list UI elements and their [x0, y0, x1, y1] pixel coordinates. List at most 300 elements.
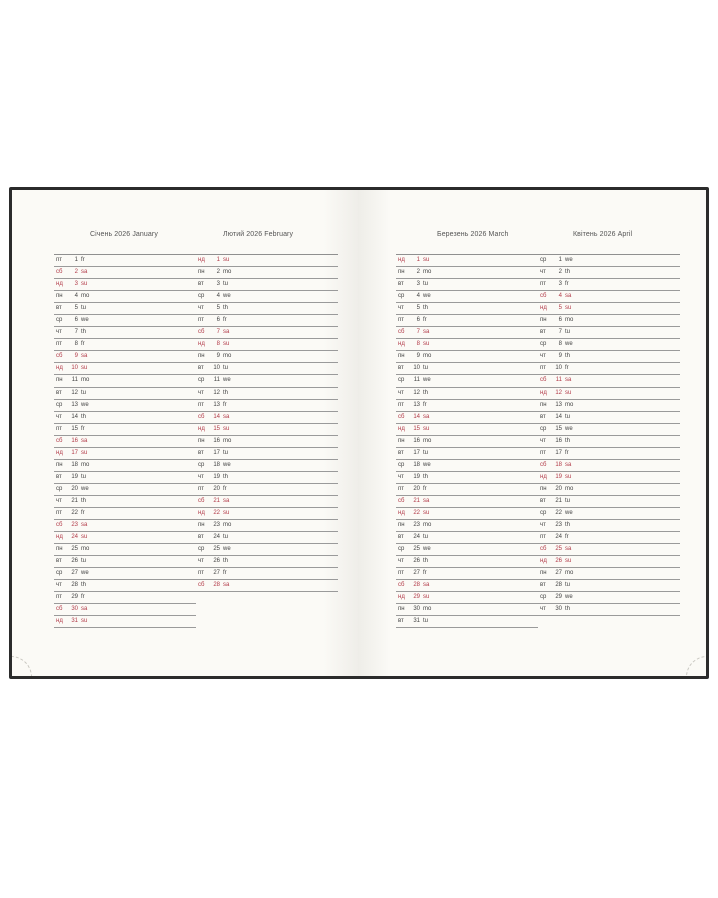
day-number: 8 — [216, 341, 220, 348]
day-row[interactable] — [196, 291, 338, 303]
day-of-week-en: fr — [223, 485, 227, 492]
day-row[interactable] — [538, 472, 680, 484]
day-of-week-en: su — [565, 305, 572, 312]
day-number: 24 — [71, 534, 78, 541]
day-number: 19 — [413, 473, 420, 480]
day-number: 12 — [213, 389, 220, 396]
day-row[interactable] — [538, 436, 680, 448]
day-row[interactable] — [196, 351, 338, 363]
day-of-week-en: su — [223, 425, 230, 432]
day-of-week-en: mo — [565, 485, 574, 492]
day-number: 18 — [71, 461, 78, 468]
day-of-week-en: tu — [423, 281, 429, 288]
day-row[interactable] — [396, 291, 538, 303]
day-of-week-en: mo — [565, 317, 574, 324]
day-of-week-en: tu — [565, 413, 571, 420]
day-row[interactable] — [396, 472, 538, 484]
day-number: 20 — [213, 485, 220, 492]
day-of-week-ua: нд — [56, 449, 63, 456]
day-row[interactable] — [196, 400, 338, 412]
day-of-week-ua: вт — [198, 449, 204, 456]
day-row[interactable] — [396, 448, 538, 460]
day-row[interactable] — [396, 436, 538, 448]
day-of-week-ua: сб — [540, 461, 547, 468]
day-number: 8 — [74, 341, 78, 348]
day-of-week-ua: чт — [540, 606, 546, 613]
day-of-week-ua: чт — [398, 473, 404, 480]
day-number: 3 — [416, 281, 420, 288]
day-of-week-en: th — [565, 522, 571, 529]
day-of-week-en: we — [565, 509, 573, 516]
day-number: 6 — [216, 317, 220, 324]
day-number: 12 — [413, 389, 420, 396]
day-of-week-en: fr — [565, 365, 569, 372]
day-of-week-ua: пн — [398, 353, 405, 360]
day-number: 15 — [413, 425, 420, 432]
day-of-week-ua: ср — [56, 317, 63, 324]
day-of-week-en: th — [565, 606, 571, 613]
day-row[interactable] — [196, 303, 338, 315]
corner-perforation — [12, 656, 32, 676]
day-row[interactable] — [396, 532, 538, 544]
day-row[interactable] — [54, 544, 196, 556]
day-row[interactable] — [538, 412, 680, 424]
day-row[interactable] — [538, 556, 680, 568]
day-of-week-ua: сб — [540, 546, 547, 553]
day-row[interactable] — [396, 327, 538, 339]
day-row[interactable] — [538, 315, 680, 327]
day-of-week-en: su — [81, 449, 88, 456]
day-number: 7 — [416, 329, 420, 336]
day-of-week-ua: пт — [398, 485, 404, 492]
day-of-week-ua: вт — [198, 534, 204, 541]
day-of-week-ua: вт — [540, 497, 546, 504]
day-row[interactable] — [196, 568, 338, 580]
day-of-week-en: fr — [81, 341, 85, 348]
day-of-week-en: mo — [565, 570, 574, 577]
day-of-week-en: th — [423, 473, 429, 480]
day-of-week-en: su — [81, 534, 88, 541]
day-of-week-ua: вт — [398, 365, 404, 372]
day-of-week-en: fr — [81, 509, 85, 516]
day-number: 30 — [71, 606, 78, 613]
day-number: 8 — [416, 341, 420, 348]
day-row[interactable] — [196, 279, 338, 291]
day-of-week-en: su — [223, 509, 230, 516]
day-of-week-ua: нд — [540, 473, 547, 480]
corner-perforation — [686, 656, 706, 676]
day-number: 14 — [555, 413, 562, 420]
day-number: 26 — [413, 558, 420, 565]
day-number: 11 — [555, 377, 562, 384]
day-row[interactable] — [54, 351, 196, 363]
day-row[interactable] — [54, 616, 196, 628]
day-number: 9 — [216, 353, 220, 360]
day-row[interactable] — [396, 484, 538, 496]
day-row[interactable] — [538, 460, 680, 472]
day-of-week-en: tu — [423, 449, 429, 456]
day-number: 7 — [558, 329, 562, 336]
day-of-week-en: tu — [423, 534, 429, 541]
left-page — [12, 190, 358, 676]
day-of-week-en: tu — [565, 582, 571, 589]
day-row[interactable] — [396, 375, 538, 387]
day-number: 22 — [213, 509, 220, 516]
day-row[interactable] — [396, 255, 538, 267]
day-number: 9 — [558, 353, 562, 360]
day-row[interactable] — [54, 303, 196, 315]
day-row[interactable] — [396, 556, 538, 568]
day-of-week-en: mo — [81, 546, 90, 553]
day-row[interactable] — [54, 363, 196, 375]
day-of-week-ua: чт — [198, 473, 204, 480]
day-of-week-en: mo — [223, 353, 232, 360]
day-row[interactable] — [396, 460, 538, 472]
day-row[interactable] — [538, 351, 680, 363]
day-row[interactable] — [538, 375, 680, 387]
day-of-week-en: sa — [423, 413, 430, 420]
day-of-week-en: th — [81, 497, 87, 504]
day-row[interactable] — [54, 375, 196, 387]
day-row[interactable] — [54, 255, 196, 267]
day-row[interactable] — [396, 351, 538, 363]
day-row[interactable] — [196, 484, 338, 496]
day-of-week-ua: нд — [198, 425, 205, 432]
day-row[interactable] — [396, 412, 538, 424]
day-number: 4 — [558, 293, 562, 300]
day-number: 17 — [213, 449, 220, 456]
day-row[interactable] — [396, 496, 538, 508]
month-column-february — [196, 254, 338, 592]
day-row[interactable] — [54, 448, 196, 460]
day-row[interactable] — [396, 388, 538, 400]
day-row[interactable] — [396, 616, 538, 628]
day-row[interactable] — [396, 267, 538, 279]
day-row[interactable] — [396, 568, 538, 580]
day-row[interactable] — [396, 520, 538, 532]
day-row[interactable] — [54, 291, 196, 303]
day-row[interactable] — [54, 604, 196, 616]
day-of-week-ua: вт — [540, 329, 546, 336]
day-number: 14 — [213, 413, 220, 420]
day-row[interactable] — [54, 592, 196, 604]
day-row[interactable] — [54, 436, 196, 448]
day-of-week-en: we — [565, 341, 573, 348]
day-of-week-ua: пн — [398, 269, 405, 276]
day-row[interactable] — [396, 424, 538, 436]
day-number: 29 — [71, 594, 78, 601]
day-of-week-ua: вт — [398, 449, 404, 456]
month-column-january — [54, 254, 196, 628]
day-row[interactable] — [538, 388, 680, 400]
day-row[interactable] — [54, 400, 196, 412]
day-row[interactable] — [196, 436, 338, 448]
day-row[interactable] — [396, 279, 538, 291]
day-row[interactable] — [54, 580, 196, 592]
day-number: 18 — [413, 461, 420, 468]
day-of-week-en: we — [81, 485, 89, 492]
day-row[interactable] — [196, 363, 338, 375]
day-number: 1 — [416, 257, 420, 263]
day-row[interactable] — [196, 460, 338, 472]
day-row[interactable] — [538, 532, 680, 544]
day-row[interactable] — [538, 291, 680, 303]
day-of-week-ua: нд — [398, 257, 405, 263]
day-of-week-ua: чт — [398, 305, 404, 312]
day-number: 21 — [213, 497, 220, 504]
day-of-week-ua: пт — [198, 317, 204, 324]
day-row[interactable] — [196, 472, 338, 484]
day-of-week-en: sa — [565, 293, 572, 300]
day-number: 30 — [555, 606, 562, 613]
day-number: 6 — [74, 317, 78, 324]
day-of-week-ua: нд — [198, 257, 205, 263]
day-of-week-ua: вт — [56, 305, 62, 312]
day-number: 25 — [413, 546, 420, 553]
day-of-week-en: mo — [81, 293, 90, 300]
day-row[interactable] — [538, 592, 680, 604]
day-number: 13 — [71, 401, 78, 408]
day-row[interactable] — [538, 604, 680, 616]
day-of-week-ua: пн — [398, 522, 405, 529]
day-number: 24 — [555, 534, 562, 541]
day-of-week-ua: пн — [56, 461, 63, 468]
day-of-week-en: tu — [81, 473, 87, 480]
day-of-week-ua: сб — [398, 329, 405, 336]
day-row[interactable] — [538, 580, 680, 592]
day-number: 3 — [558, 281, 562, 288]
day-row[interactable] — [196, 388, 338, 400]
day-of-week-en: sa — [81, 606, 88, 613]
day-row[interactable] — [196, 520, 338, 532]
day-number: 29 — [413, 594, 420, 601]
day-of-week-en: su — [81, 365, 88, 372]
day-number: 14 — [413, 413, 420, 420]
day-row[interactable] — [54, 472, 196, 484]
day-of-week-en: we — [423, 293, 431, 300]
day-row[interactable] — [196, 448, 338, 460]
day-of-week-en: tu — [81, 305, 87, 312]
day-row[interactable] — [54, 327, 196, 339]
day-of-week-en: mo — [423, 606, 432, 613]
day-row[interactable] — [54, 520, 196, 532]
day-of-week-ua: сб — [198, 329, 205, 336]
day-row[interactable] — [196, 508, 338, 520]
day-number: 11 — [413, 377, 420, 384]
day-number: 18 — [213, 461, 220, 468]
day-row[interactable] — [538, 279, 680, 291]
day-of-week-en: th — [81, 329, 87, 336]
day-of-week-ua: пн — [56, 293, 63, 300]
day-number: 6 — [416, 317, 420, 324]
day-of-week-ua: вт — [398, 281, 404, 288]
day-row[interactable] — [396, 400, 538, 412]
day-row[interactable] — [54, 508, 196, 520]
day-of-week-ua: ср — [398, 293, 405, 300]
planner-spread — [9, 187, 709, 679]
day-number: 21 — [71, 497, 78, 504]
day-of-week-ua: вт — [198, 281, 204, 288]
day-row[interactable] — [538, 424, 680, 436]
right-page — [358, 190, 706, 676]
day-row[interactable] — [538, 544, 680, 556]
day-row[interactable] — [538, 496, 680, 508]
day-number: 27 — [555, 570, 562, 577]
day-row[interactable] — [196, 496, 338, 508]
day-number: 1 — [558, 257, 562, 263]
day-number: 19 — [555, 473, 562, 480]
day-number: 2 — [216, 269, 220, 276]
day-of-week-ua: пт — [56, 341, 62, 348]
day-row[interactable] — [196, 267, 338, 279]
day-of-week-ua: пн — [540, 485, 547, 492]
day-row[interactable] — [196, 339, 338, 351]
day-number: 6 — [558, 317, 562, 324]
day-row[interactable] — [196, 556, 338, 568]
day-row[interactable] — [538, 484, 680, 496]
day-of-week-en: fr — [81, 594, 85, 601]
day-row[interactable] — [196, 424, 338, 436]
day-number: 26 — [71, 558, 78, 565]
day-row[interactable] — [538, 267, 680, 279]
day-row[interactable] — [196, 412, 338, 424]
day-of-week-en: fr — [223, 570, 227, 577]
day-row[interactable] — [54, 484, 196, 496]
day-of-week-en: tu — [81, 389, 87, 396]
day-number: 28 — [555, 582, 562, 589]
day-of-week-ua: пн — [198, 353, 205, 360]
day-row[interactable] — [396, 592, 538, 604]
day-row[interactable] — [54, 496, 196, 508]
day-row[interactable] — [538, 400, 680, 412]
day-number: 22 — [555, 509, 562, 516]
day-row[interactable] — [396, 339, 538, 351]
day-number: 7 — [74, 329, 78, 336]
day-of-week-ua: пн — [398, 606, 405, 613]
day-of-week-ua: ср — [56, 401, 63, 408]
day-row[interactable] — [54, 424, 196, 436]
day-number: 16 — [213, 437, 220, 444]
day-of-week-en: we — [223, 461, 231, 468]
day-of-week-ua: сб — [398, 413, 405, 420]
day-of-week-ua: пт — [398, 317, 404, 324]
day-row[interactable] — [396, 604, 538, 616]
day-number: 22 — [413, 509, 420, 516]
day-row[interactable] — [54, 315, 196, 327]
day-row[interactable] — [196, 315, 338, 327]
day-of-week-en: mo — [423, 269, 432, 276]
day-of-week-en: th — [81, 413, 87, 420]
day-row[interactable] — [196, 544, 338, 556]
day-of-week-en: su — [565, 389, 572, 396]
day-row[interactable] — [54, 339, 196, 351]
day-of-week-ua: сб — [56, 522, 63, 529]
day-of-week-ua: сб — [198, 413, 205, 420]
day-of-week-en: we — [565, 425, 573, 432]
day-of-week-ua: ср — [56, 485, 63, 492]
day-number: 23 — [213, 522, 220, 529]
day-row[interactable] — [538, 339, 680, 351]
day-of-week-en: th — [565, 353, 571, 360]
day-of-week-ua: сб — [398, 582, 405, 589]
day-of-week-en: mo — [223, 522, 232, 529]
day-row[interactable] — [538, 363, 680, 375]
day-row[interactable] — [54, 412, 196, 424]
day-number: 13 — [413, 401, 420, 408]
day-of-week-en: we — [423, 461, 431, 468]
day-of-week-en: fr — [423, 401, 427, 408]
day-row[interactable] — [538, 520, 680, 532]
day-row[interactable] — [538, 327, 680, 339]
day-row[interactable] — [54, 279, 196, 291]
day-number: 17 — [413, 449, 420, 456]
day-of-week-ua: сб — [398, 497, 405, 504]
day-of-week-en: su — [81, 618, 88, 625]
day-of-week-ua: чт — [56, 582, 62, 589]
day-number: 11 — [71, 377, 78, 384]
day-of-week-en: we — [565, 257, 573, 263]
day-row[interactable] — [54, 267, 196, 279]
month-title-february: Лютий 2026 February — [223, 231, 294, 238]
day-number: 12 — [71, 389, 78, 396]
day-of-week-en: th — [223, 305, 229, 312]
day-row[interactable] — [196, 255, 338, 267]
day-row[interactable] — [54, 556, 196, 568]
day-row[interactable] — [54, 532, 196, 544]
day-row[interactable] — [396, 303, 538, 315]
day-of-week-en: we — [423, 377, 431, 384]
day-of-week-en: tu — [223, 365, 229, 372]
day-of-week-en: fr — [81, 257, 85, 263]
day-row[interactable] — [396, 363, 538, 375]
day-of-week-ua: пн — [198, 269, 205, 276]
day-row[interactable] — [538, 303, 680, 315]
day-row[interactable] — [54, 388, 196, 400]
day-number: 10 — [213, 365, 220, 372]
day-of-week-ua: ср — [540, 425, 547, 432]
day-of-week-en: we — [81, 317, 89, 324]
day-row[interactable] — [396, 544, 538, 556]
day-row[interactable] — [196, 532, 338, 544]
day-number: 5 — [216, 305, 220, 312]
day-row[interactable] — [538, 508, 680, 520]
day-row[interactable] — [538, 568, 680, 580]
day-row[interactable] — [538, 255, 680, 267]
day-row[interactable] — [54, 460, 196, 472]
day-row[interactable] — [196, 375, 338, 387]
day-of-week-ua: ср — [398, 377, 405, 384]
day-of-week-en: sa — [81, 269, 88, 276]
day-row[interactable] — [396, 508, 538, 520]
day-of-week-en: th — [565, 437, 571, 444]
day-of-week-en: we — [223, 293, 231, 300]
day-of-week-ua: сб — [540, 377, 547, 384]
day-row[interactable] — [396, 315, 538, 327]
day-row[interactable] — [54, 568, 196, 580]
day-of-week-ua: чт — [540, 353, 546, 360]
day-row[interactable] — [196, 327, 338, 339]
day-of-week-ua: пн — [56, 377, 63, 384]
day-of-week-en: mo — [81, 461, 90, 468]
day-row[interactable] — [396, 580, 538, 592]
day-of-week-ua: сб — [56, 353, 63, 360]
day-of-week-ua: пт — [398, 570, 404, 577]
day-of-week-en: we — [223, 377, 231, 384]
day-row[interactable] — [196, 580, 338, 592]
day-number: 21 — [413, 497, 420, 504]
day-row[interactable] — [538, 448, 680, 460]
day-of-week-en: mo — [81, 377, 90, 384]
